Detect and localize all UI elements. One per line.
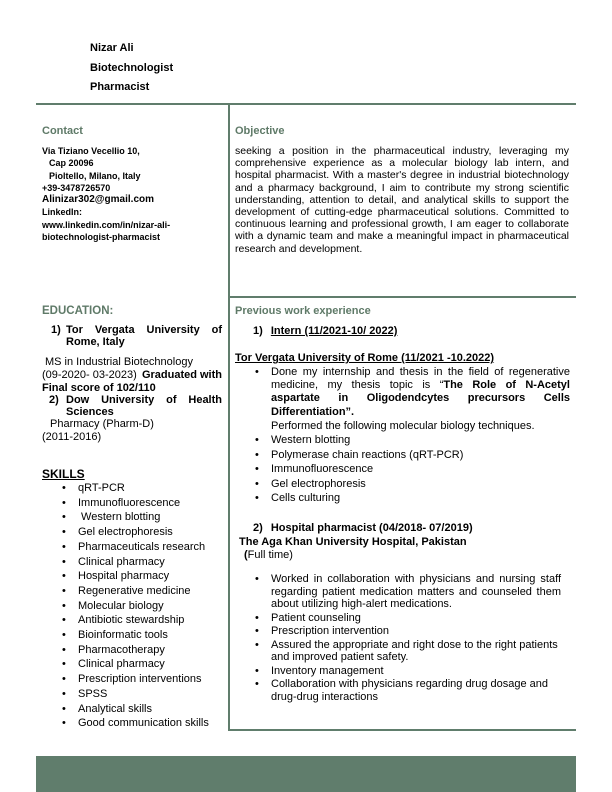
- job-1-description: [255, 366, 570, 419]
- education-item-1-score: Final score of 102/110: [42, 381, 156, 394]
- job-1-technique: • Immunofluorescence: [255, 462, 570, 477]
- job-1-heading: [253, 325, 397, 337]
- skill-item: • Regenerative medicine: [62, 584, 228, 599]
- education-item-2-degree: Pharmacy (Pharm-D): [50, 418, 154, 431]
- skill-item: • Gel electrophoresis: [62, 525, 228, 540]
- job-2-duties-list: [255, 573, 561, 703]
- education-item-2-dates: (2011-2016): [42, 430, 102, 443]
- job-1-techniques-list: [255, 433, 570, 506]
- job-2-duty: • Patient counseling: [255, 612, 561, 625]
- job-1-performed: Performed the following molecular biology techniques.: [271, 419, 535, 432]
- job-2-title: Hospital pharmacist (04/2018- 07/2019): [270, 522, 473, 534]
- job-2-duty: • Collaboration with physicians regarding drug dosage and drug-drug interactions: [255, 678, 561, 703]
- linkedin-url[interactable]: [42, 219, 224, 244]
- job-2-type: [244, 549, 293, 561]
- column-divider: [228, 103, 230, 731]
- skill-item: • Western blotting: [62, 510, 228, 525]
- education-item-2-number: 2): [49, 394, 59, 407]
- job-2-number: 2): [253, 522, 263, 534]
- job-1-technique: • Polymerase chain reactions (qRT-PCR): [255, 448, 570, 463]
- education-item-1-school: Tor Vergata University of Rome, Italy: [66, 324, 222, 349]
- skill-item: • Antibiotic stewardship: [62, 613, 228, 628]
- skill-item: • Hospital pharmacy: [62, 569, 228, 584]
- contact-block: [42, 145, 224, 243]
- skill-item: • Prescription interventions: [62, 672, 228, 687]
- skill-item: • Pharmaceuticals research: [62, 540, 228, 555]
- skill-item: • Pharmacotherapy: [62, 643, 228, 658]
- linkedin-url-line-2[interactable]: biotechnologist-pharmacist: [42, 232, 161, 243]
- job-1-title: Intern (11/2021-10/ 2022): [270, 325, 398, 337]
- header-divider: [36, 103, 576, 105]
- linkedin-url-line-1[interactable]: www.linkedin.com/in/nizar-ali-: [42, 219, 171, 230]
- skill-item: • qRT-PCR: [62, 481, 228, 496]
- education-item-1-dates-row: [42, 369, 222, 381]
- work-bottom-divider: [228, 729, 576, 731]
- job-2-duty: • Inventory management: [255, 665, 561, 678]
- skills-heading: SKILLS: [42, 467, 85, 481]
- job-1-description-text: Done my internship and thesis in the field of regenerative medicine, my thesis topic is “: [271, 366, 570, 392]
- title-pharmacist: Pharmacist: [90, 81, 150, 93]
- education-heading: EDUCATION:: [42, 305, 114, 317]
- job-1-technique: • Western blotting: [255, 433, 570, 448]
- job-1-technique: • Cells culturing: [255, 491, 570, 506]
- skill-item: • Good communication skills: [62, 716, 228, 731]
- education-block: [42, 324, 222, 443]
- job-2-type-paren: (: [244, 549, 248, 561]
- objective-divider: [228, 296, 576, 298]
- job-1-details: [255, 366, 570, 506]
- job-1-number: 1): [253, 325, 263, 337]
- education-item-1-dates: (09-2020- 03-2023): [42, 368, 137, 381]
- job-1-org: Tor Vergata University of Rome (11/2021 -10.2022): [235, 352, 495, 364]
- objective-text: seeking a position in the pharmaceutical industry, leveraging my comprehensive experience as a molecular biology lab intern, and hospital pharmacist. With a master's degree in industrial biotechnology and a pharmacy background, I aim to contribute my strong scientific understanding, attention to detail, and analytical skills to support the development of cutting-edge pharmaceutical solutions. Committed to continuous learning and professional growth, I am eager to collaborate with a dynamic team and make a meaningful impact in pharmaceutical research and development.: [235, 145, 569, 255]
- skills-list: [62, 481, 228, 731]
- education-item-1-graduated: Graduated with: [141, 368, 222, 381]
- linkedin-label: LinkedIn:: [42, 207, 82, 218]
- job-2-duty: • Worked in collaboration with physicians and nursing staff regarding patient medication matters and counseled them about utilizing high-alert medications.: [255, 573, 561, 611]
- address-line-2: Cap 20096: [49, 158, 94, 169]
- skill-item: • Analytical skills: [62, 702, 228, 717]
- skill-item: • Clinical pharmacy: [62, 555, 228, 570]
- candidate-name: Nizar Ali: [90, 42, 134, 54]
- skill-item: • Immunofluorescence: [62, 496, 228, 511]
- education-item-1-number: 1): [51, 324, 61, 336]
- job-1-thesis-title: The Role of N-Acetyl aspartate in Oligodendcytes precursors Cells Differentiation”.: [271, 379, 570, 418]
- job-2-org: The Aga Khan University Hospital, Pakistan: [239, 536, 467, 548]
- job-2-duty: • Prescription intervention: [255, 625, 561, 638]
- job-1-description-list: [255, 366, 570, 419]
- address-line-3: Pioltello, Milano, Italy: [49, 170, 141, 181]
- education-item-2: [42, 394, 222, 418]
- job-2-duty: • Assured the appropriate and right dose to the right patients and improved patient safety.: [255, 639, 561, 664]
- contact-heading: Contact: [42, 125, 83, 137]
- job-2-type-text: Full time): [247, 549, 293, 561]
- skill-item: • Molecular biology: [62, 599, 228, 614]
- education-item-1-degree: MS in Industrial Biotechnology: [45, 356, 193, 369]
- skill-item: • Bioinformatic tools: [62, 628, 228, 643]
- title-biotechnologist: Biotechnologist: [90, 62, 174, 74]
- phone: +39-3478726570: [42, 182, 111, 193]
- job-2-heading: [253, 522, 473, 534]
- education-item-1: [42, 324, 222, 348]
- skill-item: • Clinical pharmacy: [62, 657, 228, 672]
- address-line-1: Via Tiziano Vecellio 10,: [42, 146, 140, 156]
- skill-item: • SPSS: [62, 687, 228, 702]
- job-1-technique: • Gel electrophoresis: [255, 477, 570, 492]
- email[interactable]: Alinizar302@gmail.com: [42, 194, 155, 206]
- objective-heading: Objective: [235, 125, 285, 137]
- education-item-2-school: Dow University of Health Sciences: [66, 394, 222, 419]
- footer-bar: [36, 756, 576, 792]
- work-heading: Previous work experience: [235, 305, 371, 317]
